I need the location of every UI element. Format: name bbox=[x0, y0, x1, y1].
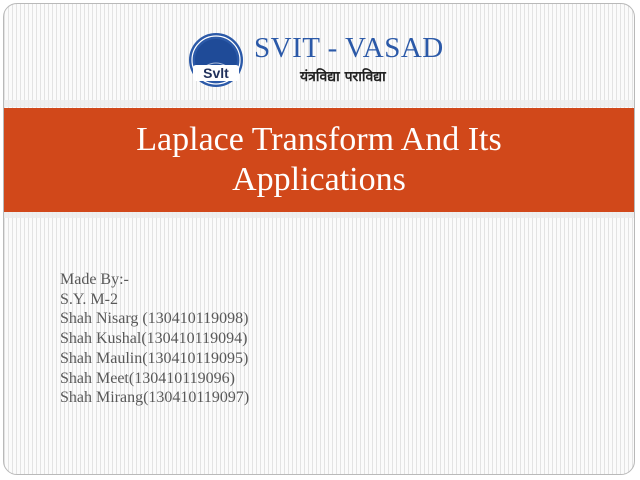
made-by-label: Made By:- bbox=[60, 271, 129, 288]
slide-title: Laplace Transform And Its Applications bbox=[136, 121, 502, 198]
author-item: Shah Meet(130410119096) bbox=[60, 369, 235, 387]
band-top-strip bbox=[4, 100, 634, 107]
logo-text: Svlt bbox=[203, 65, 229, 81]
authors-block bbox=[60, 270, 249, 408]
title-band bbox=[4, 108, 634, 212]
band-bottom-strip bbox=[4, 212, 634, 218]
class-label: S.Y. M-2 bbox=[60, 290, 118, 308]
author-item: Shah Maulin(130410119095) bbox=[60, 349, 249, 367]
brand-tagline: यंत्रविद्या पराविद्या bbox=[300, 69, 386, 85]
brand-name: SVIT - VASAD bbox=[254, 32, 444, 64]
author-item: Shah Nisarg (130410119098) bbox=[60, 310, 249, 328]
author-item: Shah Mirang(130410119097) bbox=[60, 389, 250, 407]
author-item: Shah Kushal(130410119094) bbox=[60, 330, 248, 348]
svit-logo bbox=[187, 31, 245, 89]
slide bbox=[3, 3, 635, 475]
